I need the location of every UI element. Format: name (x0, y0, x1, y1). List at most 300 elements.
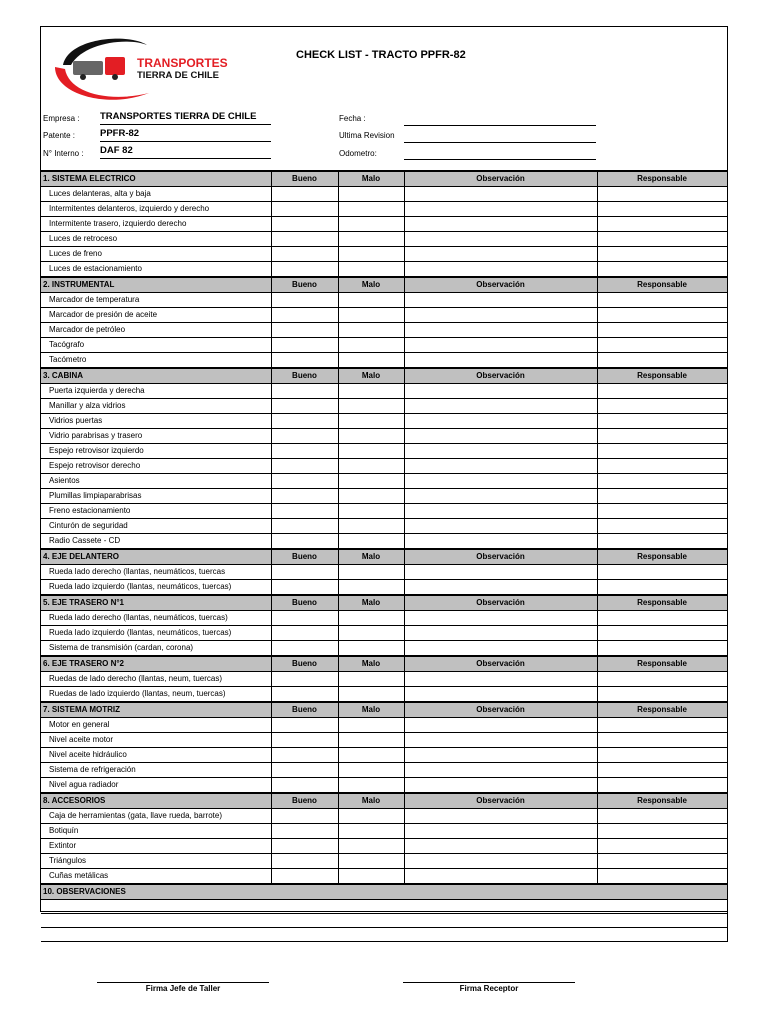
column-header-malo: Malo (338, 277, 404, 293)
cell-malo[interactable] (338, 869, 404, 885)
item-label: Vidrios puertas (41, 414, 271, 429)
section-title: 1. SISTEMA ELECTRICO (41, 171, 271, 187)
cell-malo[interactable] (338, 323, 404, 338)
item-label: Freno estacionamiento (41, 504, 271, 519)
cell-bueno[interactable] (271, 869, 338, 885)
cell-observacion[interactable] (404, 763, 597, 778)
column-header-bueno: Bueno (271, 702, 338, 718)
cell-responsable[interactable] (597, 869, 727, 885)
cell-responsable[interactable] (597, 534, 727, 550)
item-label: Luces de freno (41, 247, 271, 262)
cell-observacion[interactable] (404, 534, 597, 550)
cell-observacion[interactable] (404, 353, 597, 369)
column-header-bueno: Bueno (271, 595, 338, 611)
item-label: Rueda lado izquierdo (llantas, neumáticos, tuercas) (41, 626, 271, 641)
cell-responsable[interactable] (597, 778, 727, 794)
cell-observacion[interactable] (404, 626, 597, 641)
item-label: Luces de retroceso (41, 232, 271, 247)
cell-responsable[interactable] (597, 202, 727, 217)
checklist-row (41, 504, 727, 519)
section-title: 6. EJE TRASERO N°2 (41, 656, 271, 672)
cell-observacion[interactable] (404, 293, 597, 308)
cell-bueno[interactable] (271, 626, 338, 641)
item-label: Sistema de refrigeración (41, 763, 271, 778)
item-label: Radio Cassete - CD (41, 534, 271, 550)
checklist-row (41, 399, 727, 414)
item-label: Vidrio parabrisas y trasero (41, 429, 271, 444)
item-label: Rueda lado derecho (llantas, neumáticos, tuercas) (41, 611, 271, 626)
cell-observacion[interactable] (404, 262, 597, 278)
observaciones-line[interactable] (41, 928, 727, 942)
cell-observacion[interactable] (404, 217, 597, 232)
cell-bueno[interactable] (271, 414, 338, 429)
cell-responsable[interactable] (597, 687, 727, 703)
column-header-malo: Malo (338, 549, 404, 565)
checklist-row (41, 641, 727, 657)
cell-responsable[interactable] (597, 459, 727, 474)
checklist-row (41, 839, 727, 854)
cell-malo[interactable] (338, 384, 404, 399)
cell-malo[interactable] (338, 519, 404, 534)
signature-receptor: Firma Receptor (403, 982, 575, 993)
cell-malo[interactable] (338, 308, 404, 323)
cell-observacion[interactable] (404, 519, 597, 534)
cell-bueno[interactable] (271, 611, 338, 626)
cell-bueno[interactable] (271, 687, 338, 703)
checklist-row (41, 534, 727, 550)
cell-malo[interactable] (338, 217, 404, 232)
cell-bueno[interactable] (271, 262, 338, 278)
column-header-observacion: Observación (404, 793, 597, 809)
cell-malo[interactable] (338, 247, 404, 262)
item-label: Extintor (41, 839, 271, 854)
section-header (41, 702, 727, 718)
item-label: Luces delanteras, alta y baja (41, 187, 271, 202)
cell-observacion[interactable] (404, 232, 597, 247)
cell-bueno[interactable] (271, 247, 338, 262)
cell-malo[interactable] (338, 474, 404, 489)
column-header-responsable: Responsable (597, 368, 727, 384)
section-header (41, 368, 727, 384)
cell-observacion[interactable] (404, 444, 597, 459)
cell-observacion[interactable] (404, 580, 597, 596)
cell-responsable[interactable] (597, 338, 727, 353)
cell-bueno[interactable] (271, 519, 338, 534)
section-header (41, 656, 727, 672)
checklist-table (41, 170, 728, 942)
item-label: Asientos (41, 474, 271, 489)
cell-observacion[interactable] (404, 718, 597, 733)
checklist-row (41, 748, 727, 763)
column-header-observacion: Observación (404, 549, 597, 565)
cell-observacion[interactable] (404, 854, 597, 869)
checklist-row (41, 474, 727, 489)
cell-bueno[interactable] (271, 217, 338, 232)
column-header-responsable: Responsable (597, 277, 727, 293)
column-header-malo: Malo (338, 702, 404, 718)
cell-bueno[interactable] (271, 778, 338, 794)
cell-bueno[interactable] (271, 733, 338, 748)
cell-bueno[interactable] (271, 474, 338, 489)
cell-observacion[interactable] (404, 202, 597, 217)
cell-responsable[interactable] (597, 262, 727, 278)
section-header (41, 277, 727, 293)
cell-malo[interactable] (338, 504, 404, 519)
cell-responsable[interactable] (597, 580, 727, 596)
cell-malo[interactable] (338, 293, 404, 308)
logo-line2: TIERRA DE CHILE (137, 70, 219, 81)
cell-responsable[interactable] (597, 217, 727, 232)
checklist-row (41, 384, 727, 399)
column-header-responsable: Responsable (597, 702, 727, 718)
cell-observacion[interactable] (404, 809, 597, 824)
cell-observacion[interactable] (404, 429, 597, 444)
item-label: Marcador de temperatura (41, 293, 271, 308)
cell-malo[interactable] (338, 202, 404, 217)
cell-responsable[interactable] (597, 187, 727, 202)
cell-observacion[interactable] (404, 187, 597, 202)
cell-malo[interactable] (338, 580, 404, 596)
observaciones-title: 10. OBSERVACIONES (41, 884, 727, 900)
cell-bueno[interactable] (271, 187, 338, 202)
cell-bueno[interactable] (271, 308, 338, 323)
column-header-observacion: Observación (404, 702, 597, 718)
item-label: Motor en general (41, 718, 271, 733)
cell-responsable[interactable] (597, 247, 727, 262)
cell-malo[interactable] (338, 399, 404, 414)
cell-malo[interactable] (338, 672, 404, 687)
cell-malo[interactable] (338, 626, 404, 641)
cell-responsable[interactable] (597, 489, 727, 504)
cell-bueno[interactable] (271, 763, 338, 778)
column-header-responsable: Responsable (597, 656, 727, 672)
cell-responsable[interactable] (597, 611, 727, 626)
cell-malo[interactable] (338, 778, 404, 794)
cell-bueno[interactable] (271, 534, 338, 550)
cell-responsable[interactable] (597, 672, 727, 687)
signature-jefe-taller: Firma Jefe de Taller (97, 982, 269, 993)
cell-malo[interactable] (338, 839, 404, 854)
section-title: 4. EJE DELANTERO (41, 549, 271, 565)
cell-responsable[interactable] (597, 232, 727, 247)
cell-responsable[interactable] (597, 809, 727, 824)
cell-observacion[interactable] (404, 869, 597, 885)
odometro-label: Odometro: (339, 149, 377, 158)
cell-malo[interactable] (338, 824, 404, 839)
checklist-row (41, 429, 727, 444)
cell-responsable[interactable] (597, 824, 727, 839)
cell-responsable[interactable] (597, 384, 727, 399)
company-logo (49, 31, 249, 101)
column-header-malo: Malo (338, 793, 404, 809)
checklist-row (41, 217, 727, 232)
checklist-row (41, 247, 727, 262)
cell-observacion[interactable] (404, 323, 597, 338)
cell-observacion[interactable] (404, 474, 597, 489)
cell-responsable[interactable] (597, 565, 727, 580)
checklist-row (41, 763, 727, 778)
checklist-row (41, 353, 727, 369)
column-header-observacion: Observación (404, 277, 597, 293)
cell-malo[interactable] (338, 718, 404, 733)
column-header-malo: Malo (338, 656, 404, 672)
cell-bueno[interactable] (271, 641, 338, 657)
cell-observacion[interactable] (404, 748, 597, 763)
cell-malo[interactable] (338, 854, 404, 869)
document-title: CHECK LIST - TRACTO PPFR-82 (296, 49, 466, 61)
cell-observacion[interactable] (404, 399, 597, 414)
cell-bueno[interactable] (271, 809, 338, 824)
checklist-row (41, 519, 727, 534)
cell-bueno[interactable] (271, 232, 338, 247)
revision-label: Ultima Revision (339, 131, 395, 140)
item-label: Rueda lado derecho (llantas, neumáticos, tuercas (41, 565, 271, 580)
column-header-responsable: Responsable (597, 793, 727, 809)
checklist-row (41, 854, 727, 869)
cell-observacion[interactable] (404, 384, 597, 399)
item-label: Espejo retrovisor derecho (41, 459, 271, 474)
checklist-row (41, 232, 727, 247)
column-header-responsable: Responsable (597, 595, 727, 611)
column-header-observacion: Observación (404, 171, 597, 187)
cell-responsable[interactable] (597, 718, 727, 733)
cell-observacion[interactable] (404, 824, 597, 839)
column-header-observacion: Observación (404, 595, 597, 611)
checklist-row (41, 338, 727, 353)
cell-responsable[interactable] (597, 308, 727, 323)
checklist-row (41, 414, 727, 429)
cell-bueno[interactable] (271, 459, 338, 474)
column-header-observacion: Observación (404, 368, 597, 384)
cell-bueno[interactable] (271, 672, 338, 687)
section-header (41, 171, 727, 187)
section-header (41, 793, 727, 809)
column-header-responsable: Responsable (597, 171, 727, 187)
checklist-row (41, 733, 727, 748)
item-label: Espejo retrovisor izquierdo (41, 444, 271, 459)
column-header-responsable: Responsable (597, 549, 727, 565)
revision-field[interactable] (404, 129, 596, 143)
cell-observacion[interactable] (404, 414, 597, 429)
cell-malo[interactable] (338, 748, 404, 763)
column-header-malo: Malo (338, 368, 404, 384)
cell-responsable[interactable] (597, 733, 727, 748)
cell-responsable[interactable] (597, 474, 727, 489)
observaciones-line[interactable] (41, 914, 727, 928)
section-title: 3. CABINA (41, 368, 271, 384)
item-label: Tacómetro (41, 353, 271, 369)
cell-responsable[interactable] (597, 519, 727, 534)
cell-responsable[interactable] (597, 641, 727, 657)
cell-malo[interactable] (338, 611, 404, 626)
checklist-row (41, 672, 727, 687)
cell-bueno[interactable] (271, 580, 338, 596)
cell-bueno[interactable] (271, 504, 338, 519)
cell-malo[interactable] (338, 338, 404, 353)
cell-responsable[interactable] (597, 626, 727, 641)
fecha-label: Fecha : (339, 114, 366, 123)
cell-responsable[interactable] (597, 429, 727, 444)
cell-malo[interactable] (338, 429, 404, 444)
cell-bueno[interactable] (271, 293, 338, 308)
cell-observacion[interactable] (404, 247, 597, 262)
empresa-label: Empresa : (43, 114, 80, 123)
checklist-row (41, 262, 727, 278)
cell-malo[interactable] (338, 733, 404, 748)
cell-observacion[interactable] (404, 611, 597, 626)
cell-bueno[interactable] (271, 323, 338, 338)
cell-responsable[interactable] (597, 839, 727, 854)
cell-malo[interactable] (338, 565, 404, 580)
cell-malo[interactable] (338, 687, 404, 703)
section-title: 7. SISTEMA MOTRIZ (41, 702, 271, 718)
item-label: Nivel agua radiador (41, 778, 271, 794)
cell-observacion[interactable] (404, 489, 597, 504)
cell-bueno[interactable] (271, 384, 338, 399)
column-header-bueno: Bueno (271, 368, 338, 384)
cell-malo[interactable] (338, 534, 404, 550)
checklist-sheet (40, 26, 728, 912)
cell-malo[interactable] (338, 262, 404, 278)
item-label: Marcador de petróleo (41, 323, 271, 338)
cell-observacion[interactable] (404, 839, 597, 854)
checklist-row (41, 869, 727, 885)
cell-observacion[interactable] (404, 641, 597, 657)
checklist-row (41, 611, 727, 626)
checklist-row (41, 809, 727, 824)
cell-responsable[interactable] (597, 399, 727, 414)
cell-responsable[interactable] (597, 444, 727, 459)
cell-bueno[interactable] (271, 748, 338, 763)
cell-observacion[interactable] (404, 733, 597, 748)
interno-label: N° Interno : (43, 149, 84, 158)
item-label: Ruedas de lado izquierdo (llantas, neum, tuercas) (41, 687, 271, 703)
section-title: 2. INSTRUMENTAL (41, 277, 271, 293)
cell-responsable[interactable] (597, 414, 727, 429)
item-label: Plumillas limpiaparabrisas (41, 489, 271, 504)
cell-malo[interactable] (338, 232, 404, 247)
item-label: Manillar y alza vidrios (41, 399, 271, 414)
cell-malo[interactable] (338, 187, 404, 202)
cell-bueno[interactable] (271, 429, 338, 444)
cell-malo[interactable] (338, 809, 404, 824)
patente-label: Patente : (43, 131, 76, 140)
section-title: 5. EJE TRASERO N°1 (41, 595, 271, 611)
cell-bueno[interactable] (271, 444, 338, 459)
cell-malo[interactable] (338, 763, 404, 778)
column-header-bueno: Bueno (271, 793, 338, 809)
cell-observacion[interactable] (404, 672, 597, 687)
cell-observacion[interactable] (404, 308, 597, 323)
item-label: Cuñas metálicas (41, 869, 271, 885)
cell-responsable[interactable] (597, 854, 727, 869)
checklist-row (41, 444, 727, 459)
column-header-bueno: Bueno (271, 277, 338, 293)
cell-responsable[interactable] (597, 748, 727, 763)
checklist-row (41, 308, 727, 323)
interno-value: DAF 82 (100, 145, 271, 159)
checklist-row (41, 580, 727, 596)
cell-observacion[interactable] (404, 459, 597, 474)
section-header (41, 549, 727, 565)
cell-bueno[interactable] (271, 489, 338, 504)
cell-responsable[interactable] (597, 353, 727, 369)
observaciones-line[interactable] (41, 900, 727, 914)
cell-responsable[interactable] (597, 323, 727, 338)
item-label: Caja de herramientas (gata, llave rueda, barrote) (41, 809, 271, 824)
cell-bueno[interactable] (271, 839, 338, 854)
cell-responsable[interactable] (597, 293, 727, 308)
section-title: 8. ACCESORIOS (41, 793, 271, 809)
cell-bueno[interactable] (271, 824, 338, 839)
item-label: Intermitente trasero, izquierdo derecho (41, 217, 271, 232)
cell-observacion[interactable] (404, 687, 597, 703)
cell-bueno[interactable] (271, 718, 338, 733)
item-label: Nivel aceite hidráulico (41, 748, 271, 763)
cell-bueno[interactable] (271, 202, 338, 217)
cell-observacion[interactable] (404, 338, 597, 353)
item-label: Luces de estacionamiento (41, 262, 271, 278)
fecha-field[interactable] (404, 112, 596, 126)
observaciones-header (41, 884, 727, 900)
checklist-row (41, 293, 727, 308)
checklist-row (41, 323, 727, 338)
column-header-bueno: Bueno (271, 549, 338, 565)
item-label: Marcador de presión de aceite (41, 308, 271, 323)
column-header-malo: Malo (338, 171, 404, 187)
item-label: Tacógrafo (41, 338, 271, 353)
cell-malo[interactable] (338, 641, 404, 657)
column-header-bueno: Bueno (271, 656, 338, 672)
cell-responsable[interactable] (597, 504, 727, 519)
cell-responsable[interactable] (597, 763, 727, 778)
cell-malo[interactable] (338, 444, 404, 459)
cell-malo[interactable] (338, 353, 404, 369)
column-header-observacion: Observación (404, 656, 597, 672)
cell-observacion[interactable] (404, 778, 597, 794)
item-label: Ruedas de lado derecho (llantas, neum, tuercas) (41, 672, 271, 687)
cell-bueno[interactable] (271, 565, 338, 580)
cell-bueno[interactable] (271, 399, 338, 414)
column-header-bueno: Bueno (271, 171, 338, 187)
column-header-malo: Malo (338, 595, 404, 611)
checklist-row (41, 824, 727, 839)
cell-malo[interactable] (338, 459, 404, 474)
item-label: Botiquín (41, 824, 271, 839)
cell-bueno[interactable] (271, 338, 338, 353)
cell-bueno[interactable] (271, 353, 338, 369)
cell-observacion[interactable] (404, 565, 597, 580)
item-label: Intermitentes delanteros, izquierdo y derecho (41, 202, 271, 217)
empresa-value: TRANSPORTES TIERRA DE CHILE (100, 111, 271, 125)
section-header (41, 595, 727, 611)
item-label: Nivel aceite motor (41, 733, 271, 748)
odometro-field[interactable] (404, 146, 596, 160)
patente-value: PPFR-82 (100, 128, 271, 142)
cell-malo[interactable] (338, 414, 404, 429)
item-label: Triángulos (41, 854, 271, 869)
checklist-row (41, 626, 727, 641)
item-label: Rueda lado izquierdo (llantas, neumáticos, tuercas) (41, 580, 271, 596)
cell-bueno[interactable] (271, 854, 338, 869)
checklist-row (41, 202, 727, 217)
cell-malo[interactable] (338, 489, 404, 504)
checklist-row (41, 565, 727, 580)
checklist-row (41, 778, 727, 794)
logo-line1: TRANSPORTES (137, 56, 228, 70)
item-label: Cinturón de seguridad (41, 519, 271, 534)
cell-observacion[interactable] (404, 504, 597, 519)
